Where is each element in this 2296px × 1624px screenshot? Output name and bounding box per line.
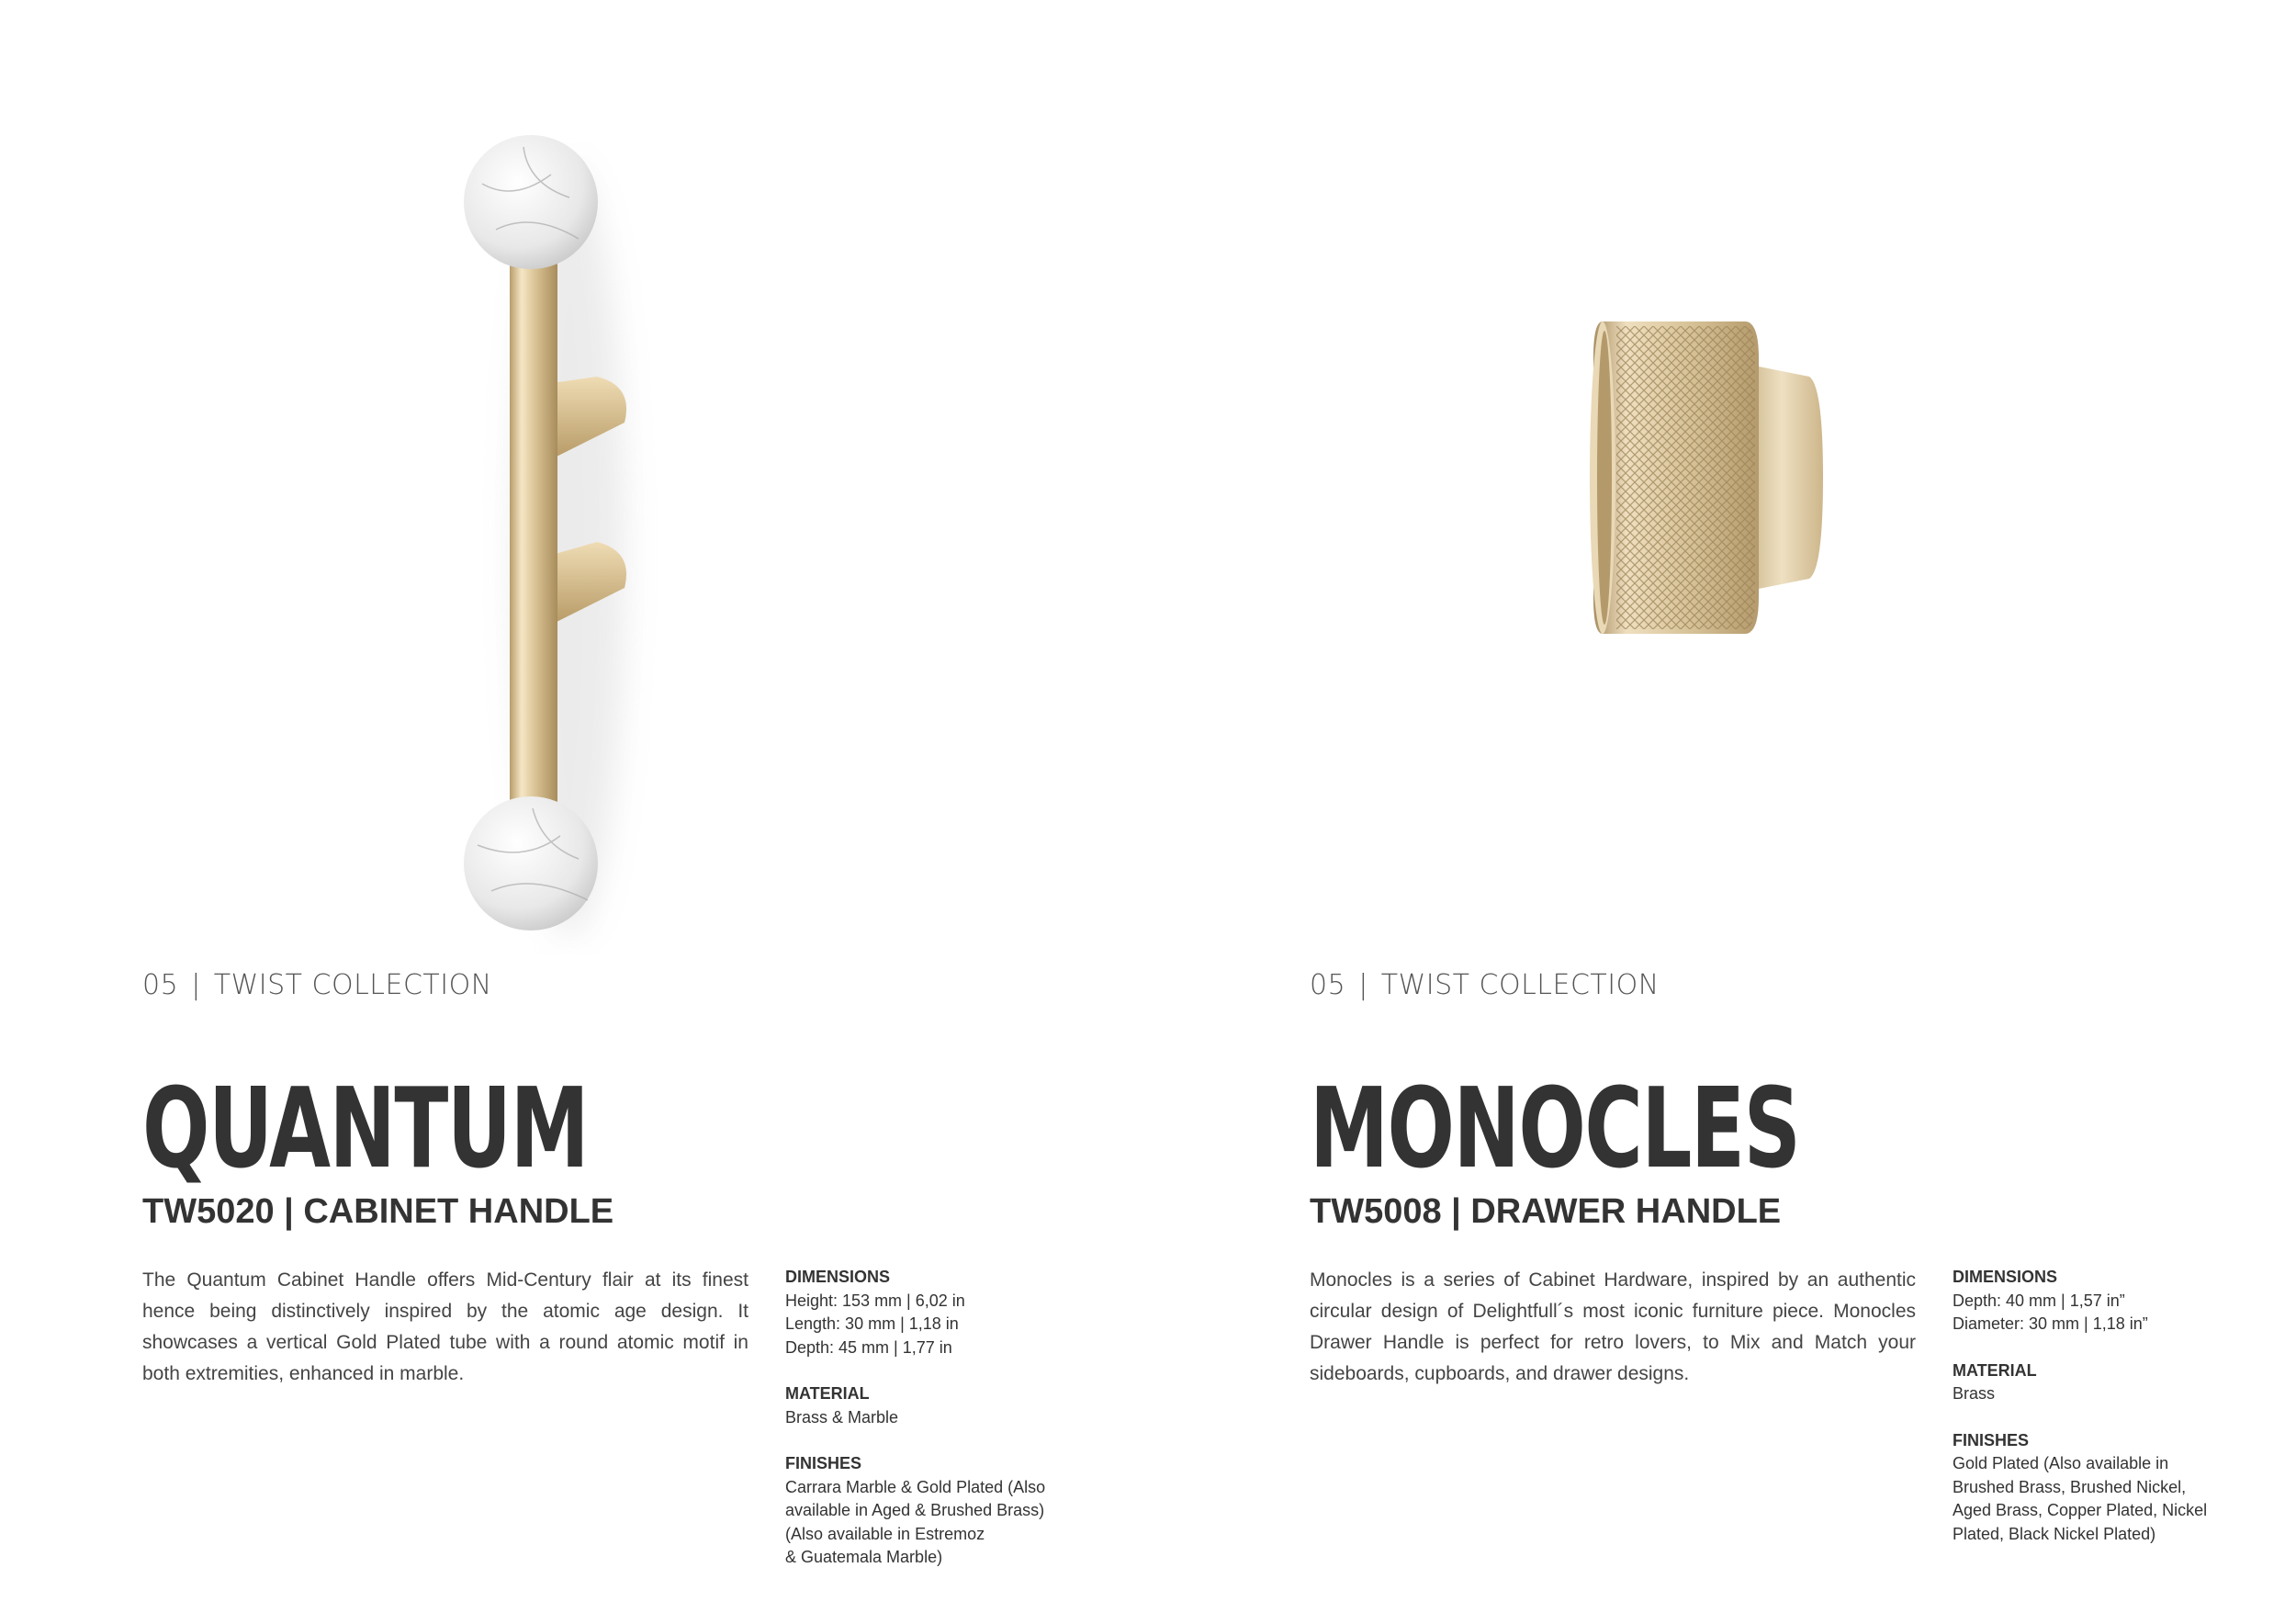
finish-line: Aged Brass, Copper Plated, Nickel [1953,1501,2208,1519]
collection-separator: | [1358,969,1368,1001]
material-label: MATERIAL [785,1384,870,1403]
material-value: Brass & Marble [785,1407,899,1427]
dimension-line: Depth: 40 mm | 1,57 in” [1953,1291,2125,1310]
finishes-label: FINISHES [1953,1430,2030,1449]
finish-line: & Guatemala Marble) [785,1548,943,1566]
collection-label [142,969,492,1001]
dimension-line: Length: 30 mm | 1,18 in [785,1314,959,1333]
product-code: TW5020 | CABINET HANDLE [142,1192,614,1231]
finish-line: available in Aged & Brushed Brass) [785,1501,1045,1519]
dimensions-label: DIMENSIONS [1953,1268,2058,1286]
finish-line: Carrara Marble & Gold Plated (Also [785,1477,1046,1496]
collection-number: 05 [142,969,179,1001]
dimensions-label: DIMENSIONS [785,1268,891,1286]
collection-number: 05 [1310,969,1346,1001]
finishes-block [1953,1429,2224,1547]
collection-label [1310,969,1660,1001]
finish-line: Brushed Brass, Brushed Nickel, [1953,1477,2187,1496]
collection-name: TWIST COLLECTION [1380,969,1660,1001]
finish-line: (Also available in Estremoz [785,1524,985,1543]
product-specs [1953,1266,2224,1569]
product-description: Monocles is a series of Cabinet Hardware, inspired by an authentic circular design of Delightfull´s most iconic furniture piece. Monocles Drawer Handle is perfect for retro lovers, to Mix and Match your sideboards, cupboards, and drawer designs. [1310,1269,1916,1384]
right-page [1148,0,2296,1624]
material-block [1953,1359,2224,1406]
product-specs [785,1266,1057,1593]
product-name: MONOCLES [1310,1066,1800,1193]
collection-name: TWIST COLLECTION [213,969,492,1001]
cabinet-handle-image [441,110,735,955]
drawer-knob-image [1575,303,1851,652]
finishes-block [785,1452,1057,1570]
finish-line: Gold Plated (Also available in [1953,1454,2169,1472]
finishes-label: FINISHES [785,1454,862,1472]
dimensions-block [785,1266,1057,1359]
material-label: MATERIAL [1953,1360,2037,1380]
dimensions-block [1953,1266,2224,1336]
dimension-line: Diameter: 30 mm | 1,18 in” [1953,1314,2148,1333]
finish-line: Plated, Black Nickel Plated) [1953,1524,2156,1543]
product-name: QUANTUM [142,1066,589,1193]
product-description: The Quantum Cabinet Handle offers Mid-Century flair at its finest hence being distinctively inspired by the atomic age design. It showcases a vertical Gold Plated tube with a round atomic motif in both extremities, enhanced in marble. [142,1269,748,1384]
material-block [785,1382,1057,1429]
product-code: TW5008 | DRAWER HANDLE [1310,1192,1782,1231]
dimension-line: Depth: 45 mm | 1,77 in [785,1337,952,1357]
dimension-line: Height: 153 mm | 6,02 in [785,1291,965,1310]
collection-separator: | [191,969,201,1001]
material-value: Brass [1953,1384,1996,1403]
